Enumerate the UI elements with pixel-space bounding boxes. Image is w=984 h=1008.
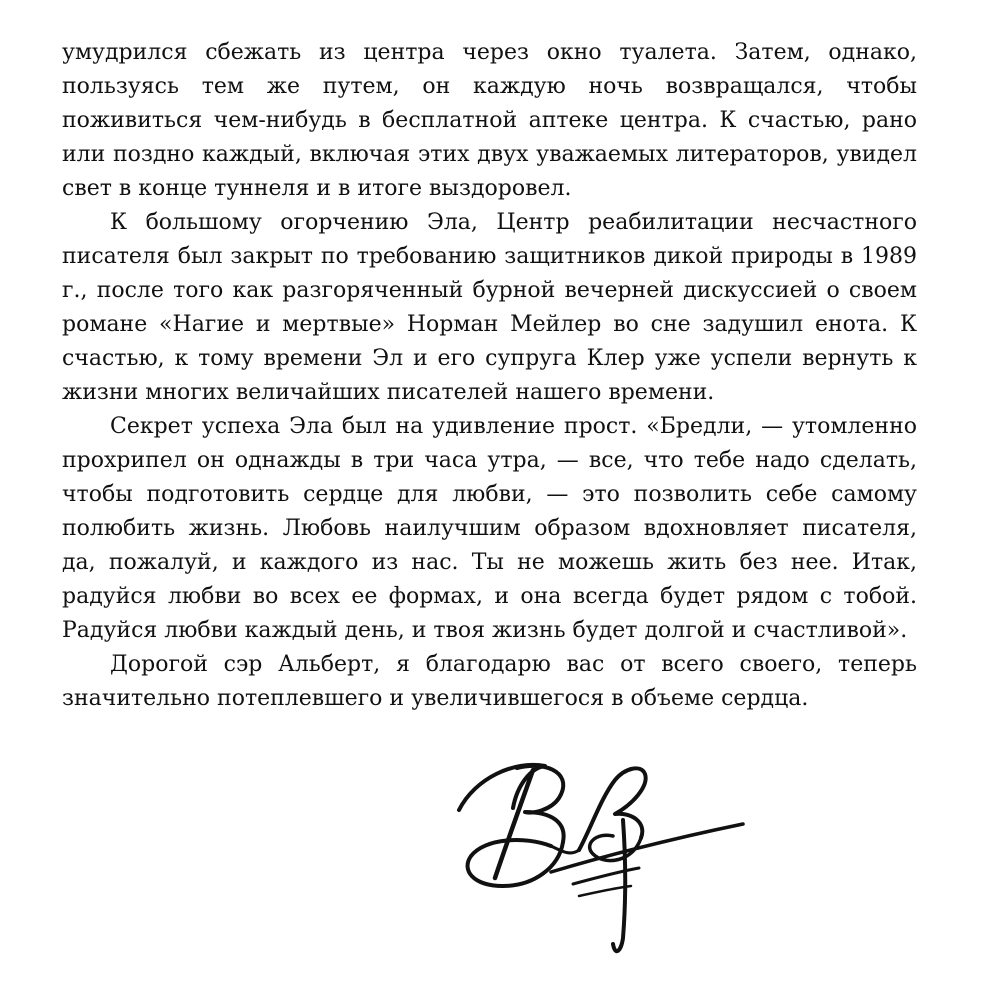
body-text [62, 36, 917, 716]
paragraph-rehab-center-closed: К большому огорчению Эла, Центр реабилитации несчастного писателя был закрыт по требованию защитников дикой природы в 1989 г., после того как разгоряченный бурной вечерней дискуссией о своем романе «Нагие и мертвые» Норман Мейлер во сне задушил енота. К счастью, к тому времени Эл и его супруга Клер уже успели вернуть к жизни многих величайших писателей нашего времени. [62, 210, 917, 405]
paragraph-secret-of-success: Секрет успеха Эла был на удивление прост. «Бредли, — утомленно прохрипел он однажды в три часа утра, — все, что тебе надо сделать, чтобы подготовить сердце для любви, — это позволить себе самому полюбить жизнь. Любовь наилучшим образом вдохновляет писателя, да, пожалуй, и каждого из нас. Ты не можешь жить без нее. Итак, радуйся любви во всех ее формах, и она всегда будет рядом с тобой. Радуйся любви каждый день, и твоя жизнь будет долгой и счастливой». [62, 414, 917, 643]
handwritten-signature-icon [455, 738, 755, 978]
paragraph-thanks: Дорогой сэр Альберт, я благодарю вас от всего своего, теперь значительно потеплевшего и увеличившегося в объеме сердца. [62, 652, 917, 711]
paragraph-continuation: умудрился сбежать из центра через окно туалета. Затем, однако, пользуясь тем же путем, он каждую ночь возвращался, чтобы поживиться чем-нибудь в бесплатной аптеке центра. К счастью, рано или поздно каждый, включая этих двух уважаемых литераторов, увидел свет в конце туннеля и в итоге выздоровел. [62, 40, 917, 201]
